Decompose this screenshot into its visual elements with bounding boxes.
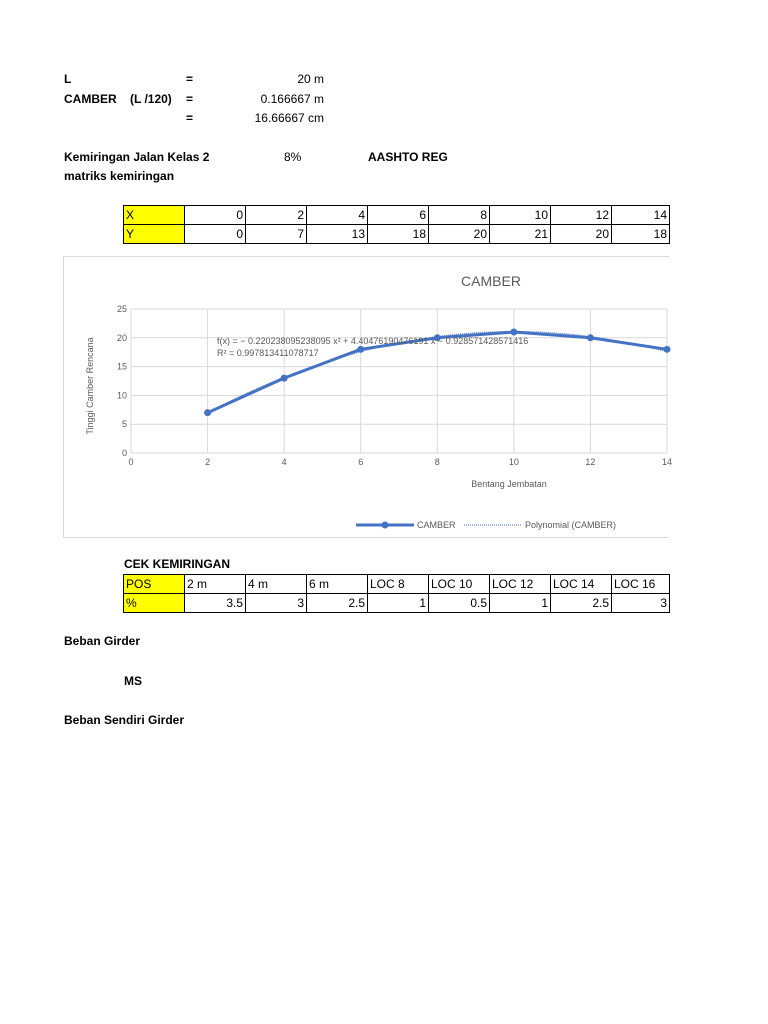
kemiringan-ref: AASHTO REG xyxy=(368,150,448,164)
camber-point xyxy=(281,375,288,382)
camber-chart[interactable] xyxy=(63,256,673,538)
pct-cell[interactable]: 3.5 xyxy=(185,594,246,613)
pos-header-cell[interactable]: POS xyxy=(124,575,185,594)
pct-cell[interactable]: 2.5 xyxy=(307,594,368,613)
legend-camber-marker xyxy=(382,522,389,529)
pct-row xyxy=(124,594,670,613)
y-cell[interactable]: 13 xyxy=(307,225,368,244)
x-axis-label: Bentang Jembatan xyxy=(471,479,547,489)
x-cell[interactable]: 2 xyxy=(246,206,307,225)
xy-table xyxy=(123,205,670,244)
x-cell[interactable]: 10 xyxy=(490,206,551,225)
camber-point xyxy=(357,346,364,353)
pct-cell[interactable]: 1 xyxy=(368,594,429,613)
camber-value-m: 0.166667 m xyxy=(260,92,324,106)
trendline-r2: R² = 0.997813411078717 xyxy=(217,348,319,358)
l-value: 20 m xyxy=(297,72,324,86)
l-equals: = xyxy=(186,72,194,86)
cek-title: CEK KEMIRINGAN xyxy=(124,557,231,571)
x-cell[interactable]: 8 xyxy=(429,206,490,225)
x-tick-label: 8 xyxy=(434,457,440,467)
y-tick-label: 15 xyxy=(116,361,127,372)
pct-cell[interactable]: 3 xyxy=(246,594,307,613)
pos-cell[interactable]: LOC 10 xyxy=(429,575,490,594)
camber-chart-svg xyxy=(64,257,673,537)
x-cell[interactable]: 0 xyxy=(185,206,246,225)
y-cell[interactable]: 7 xyxy=(246,225,307,244)
pos-cell[interactable]: 6 m xyxy=(307,575,368,594)
pos-cell[interactable]: LOC 12 xyxy=(490,575,551,594)
legend-poly-label: Polynomial (CAMBER) xyxy=(525,520,617,530)
x-tick-label: 6 xyxy=(358,457,364,467)
y-tick-label: 25 xyxy=(116,304,127,314)
x-tick-label: 10 xyxy=(508,457,519,467)
x-cell[interactable]: 4 xyxy=(307,206,368,225)
camber-cm-equals: = xyxy=(186,111,194,125)
pct-cell[interactable]: 3 xyxy=(612,594,670,613)
y-tick-label: 5 xyxy=(121,419,127,430)
y-tick-label: 0 xyxy=(121,448,127,458)
pos-row xyxy=(124,575,670,594)
legend-camber-label: CAMBER xyxy=(417,520,456,530)
chart-title: CAMBER xyxy=(461,273,521,289)
pos-cell[interactable]: LOC 14 xyxy=(551,575,612,594)
x-tick-label: 14 xyxy=(661,457,673,467)
y-tick-label: 10 xyxy=(116,390,127,401)
camber-point xyxy=(587,334,594,341)
matrix-label: matriks kemiringan xyxy=(64,169,175,183)
x-tick-label: 4 xyxy=(281,457,287,467)
pct-cell[interactable]: 0.5 xyxy=(429,594,490,613)
y-cell[interactable]: 21 xyxy=(490,225,551,244)
pct-cell[interactable]: 1 xyxy=(490,594,551,613)
ms-label: MS xyxy=(124,674,142,688)
pct-cell[interactable]: 2.5 xyxy=(551,594,612,613)
pos-cell[interactable]: 4 m xyxy=(246,575,307,594)
trendline-equation: f(x) = − 0.220238095238095 x² + 4.40476190476191 x − 0.928571428571416 xyxy=(217,336,529,346)
y-cell[interactable]: 0 xyxy=(185,225,246,244)
x-row xyxy=(124,206,670,225)
y-cell[interactable]: 18 xyxy=(368,225,429,244)
y-cell[interactable]: 20 xyxy=(429,225,490,244)
cek-table xyxy=(123,574,670,613)
beban-girder-heading: Beban Girder xyxy=(64,634,141,648)
x-tick-label: 0 xyxy=(128,457,134,467)
pos-cell[interactable]: 2 m xyxy=(185,575,246,594)
y-cell[interactable]: 20 xyxy=(551,225,612,244)
pos-cell[interactable]: LOC 16 xyxy=(612,575,670,594)
camber-equals: = xyxy=(186,92,194,106)
y-header-cell[interactable]: Y xyxy=(124,225,185,244)
camber-point xyxy=(664,346,671,353)
x-header-cell[interactable]: X xyxy=(124,206,185,225)
x-cell[interactable]: 14 xyxy=(612,206,670,225)
camber-point xyxy=(510,329,517,336)
camber-label: CAMBER (L /120) xyxy=(64,92,172,106)
y-axis-label: Tinggi Camber Rencana xyxy=(85,337,95,435)
pos-cell[interactable]: LOC 8 xyxy=(368,575,429,594)
kemiringan-label: Kemiringan Jalan Kelas 2 xyxy=(64,150,210,164)
kemiringan-percent: 8% xyxy=(284,150,302,164)
y-tick-label: 20 xyxy=(116,332,127,343)
pct-header-cell[interactable]: % xyxy=(124,594,185,613)
camber-point xyxy=(204,409,211,416)
y-row xyxy=(124,225,670,244)
camber-value-cm: 16.66667 cm xyxy=(254,111,324,125)
x-cell[interactable]: 12 xyxy=(551,206,612,225)
x-cell[interactable]: 6 xyxy=(368,206,429,225)
x-tick-label: 2 xyxy=(205,457,211,467)
x-tick-label: 12 xyxy=(585,457,596,467)
l-label: L xyxy=(64,72,72,86)
chart-legend xyxy=(356,520,616,530)
beban-sendiri-heading: Beban Sendiri Girder xyxy=(64,713,185,727)
y-cell[interactable]: 18 xyxy=(612,225,670,244)
